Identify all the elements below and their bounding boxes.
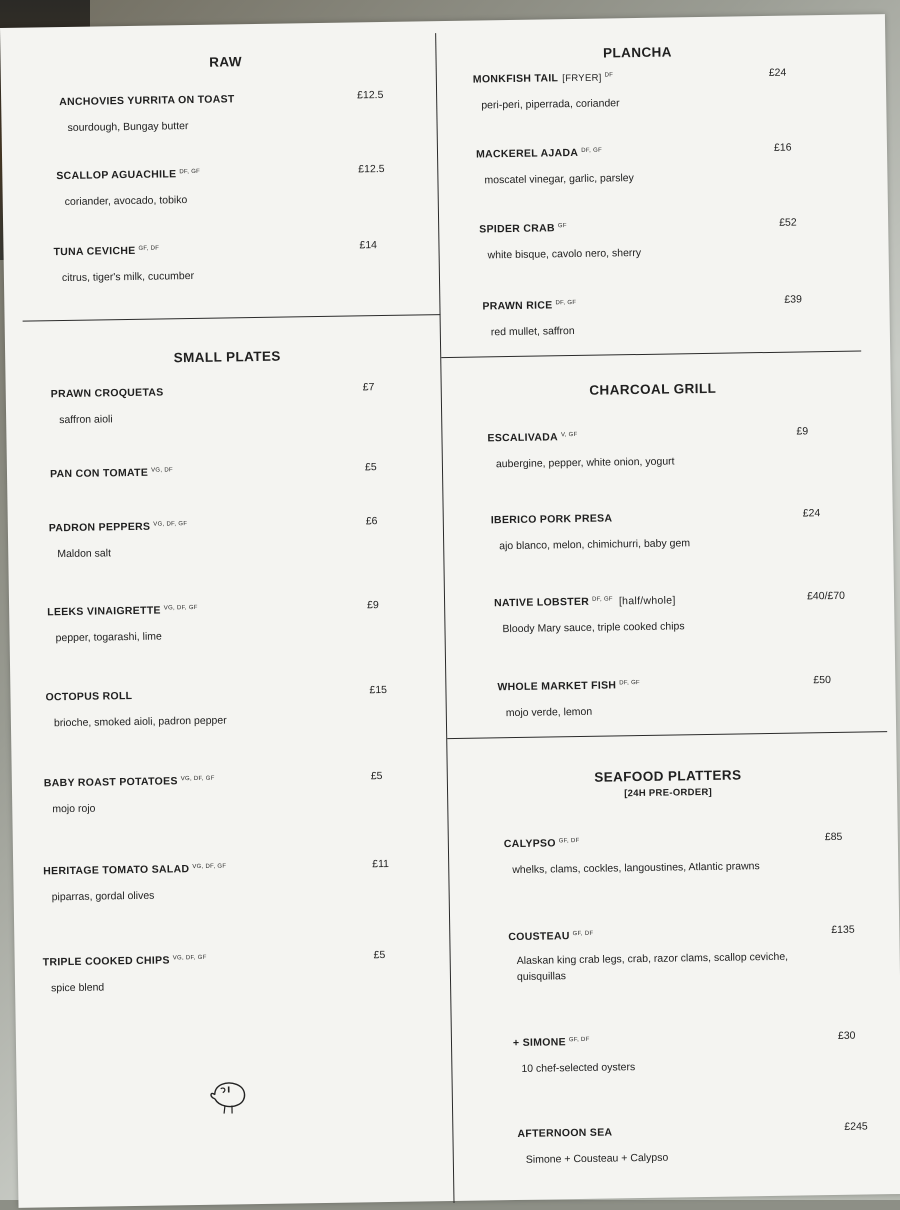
item-description: aubergine, pepper, white onion, yogurt xyxy=(496,453,675,472)
item-price: £14 xyxy=(359,239,377,251)
menu-item xyxy=(504,834,760,878)
item-description: mojo rojo xyxy=(52,799,215,818)
item-name: LEEKS VINAIGRETTE $^{VG, DF, GF}$ xyxy=(47,604,198,618)
section-title-charcoal-grill: CHARCOAL GRILL xyxy=(503,379,803,399)
item-name: IBERICO PORK PRESA xyxy=(491,511,690,526)
item-name: OCTOPUS ROLL xyxy=(45,689,226,704)
item-name: BABY ROAST POTATOES $^{VG, DF, GF}$ xyxy=(44,775,215,790)
menu-item xyxy=(487,429,674,472)
menu-item xyxy=(45,689,226,732)
item-name: PRAWN CROQUETAS xyxy=(51,386,167,400)
item-description: moscatel vinegar, garlic, parsley xyxy=(484,170,634,189)
item-price: £6 xyxy=(366,515,378,527)
menu-item xyxy=(51,386,167,428)
dietary-tags: DF, GF xyxy=(592,596,613,602)
menu-item xyxy=(50,466,173,480)
item-description: spice blend xyxy=(51,978,207,997)
item-name: MONKFISH TAIL [FRYER] $^{DF}$ xyxy=(473,71,619,85)
dietary-tags: VG, DF, GF xyxy=(164,604,198,611)
item-name: WHOLE MARKET FISH $^{DF, GF}$ xyxy=(497,679,640,693)
section-title-small-plates: SMALL PLATES xyxy=(77,347,377,367)
menu-sheet xyxy=(0,14,900,1208)
item-price: £40/£70 xyxy=(807,590,845,603)
column-divider xyxy=(435,33,454,1203)
item-description: pepper, togarashi, lime xyxy=(55,628,198,647)
item-description: ajo blanco, melon, chimichurri, baby gem xyxy=(499,535,690,554)
menu-item xyxy=(43,954,208,997)
item-price: £50 xyxy=(813,674,831,686)
dietary-tags: VG, DF, GF xyxy=(192,863,226,870)
section-title-seafood-platters: SEAFOOD PLATTERS xyxy=(518,766,818,786)
menu-item xyxy=(53,244,194,286)
dietary-tags: GF, DF xyxy=(138,245,159,251)
item-description: citrus, tiger's milk, cucumber xyxy=(62,268,194,286)
item-description: saffron aioli xyxy=(59,410,167,428)
item-name: NATIVE LOBSTER $^{DF, GF}$ [half/whole] xyxy=(494,594,684,609)
item-description: Bloody Mary sauce, triple cooked chips xyxy=(502,618,684,637)
dietary-tags: VG, DF xyxy=(151,467,173,473)
item-description: mojo verde, lemon xyxy=(506,703,641,721)
menu-item xyxy=(49,520,188,562)
item-name: AFTERNOON SEA xyxy=(517,1126,668,1140)
menu-item xyxy=(513,1035,635,1077)
item-description: Simone + Cousteau + Calypso xyxy=(526,1150,669,1169)
menu-item xyxy=(43,863,227,906)
item-price: £11 xyxy=(372,858,389,870)
dietary-tags: VG, DF, GF xyxy=(173,954,207,961)
dietary-tags: DF, GF xyxy=(619,680,640,686)
item-price: £9 xyxy=(796,425,808,437)
item-price: £30 xyxy=(838,1030,856,1042)
menu-item xyxy=(491,511,690,554)
item-price: £85 xyxy=(825,831,843,843)
item-name: TUNA CEVICHE $^{GF, DF}$ xyxy=(53,244,193,258)
dietary-tags: GF, DF xyxy=(559,837,580,843)
item-name: PAN CON TOMATE $^{VG, DF}$ xyxy=(50,466,173,480)
dietary-tags: GF xyxy=(558,223,567,229)
section-title-raw: RAW xyxy=(75,52,375,72)
item-description: whelks, clams, cockles, langoustines, Atlantic prawns xyxy=(512,858,760,878)
divider-raw-small-plates xyxy=(23,314,441,322)
item-price: £9 xyxy=(367,599,379,611)
dietary-tags: GF, DF xyxy=(573,930,594,936)
item-price: £12.5 xyxy=(358,163,384,175)
item-name: ESCALIVADA $^{V, GF}$ xyxy=(487,429,674,444)
item-description: 10 chef-selected oysters xyxy=(521,1059,635,1077)
item-name: SPIDER CRAB $^{GF}$ xyxy=(479,221,641,236)
item-price: £135 xyxy=(831,924,855,936)
dietary-tags: DF, GF xyxy=(179,168,200,174)
dietary-tags: GF, DF xyxy=(569,1036,590,1042)
item-name: PRAWN RICE $^{DF, GF}$ xyxy=(482,299,576,312)
item-price: £24 xyxy=(769,67,787,79)
menu-item xyxy=(494,594,685,637)
item-description: Maldon salt xyxy=(57,544,188,562)
item-price: £52 xyxy=(779,217,797,229)
menu-item xyxy=(473,71,620,114)
item-price: £5 xyxy=(365,461,377,473)
item-price: £7 xyxy=(363,381,375,393)
bird-doodle-icon xyxy=(207,1076,254,1117)
item-description: sourdough, Bungay butter xyxy=(67,117,238,136)
menu-item xyxy=(47,604,198,647)
menu-item xyxy=(476,146,634,189)
section-title-plancha: PLANCHA xyxy=(487,43,787,63)
item-description: red mullet, saffron xyxy=(491,323,577,341)
item-name: TRIPLE COOKED CHIPS $^{VG, DF, GF}$ xyxy=(43,954,207,969)
item-name: HERITAGE TOMATO SALAD $^{VG, DF, GF}$ xyxy=(43,863,226,878)
menu-item xyxy=(59,93,238,136)
item-description: brioche, smoked aioli, padron pepper xyxy=(54,713,227,732)
menu-item xyxy=(517,1126,668,1169)
item-name: + SIMONE $^{GF, DF}$ xyxy=(513,1035,635,1049)
item-price: £5 xyxy=(371,770,383,782)
item-description: peri-peri, piperrada, coriander xyxy=(481,95,620,113)
item-note: [half/whole] xyxy=(619,594,676,607)
dietary-tags: VG, DF, GF xyxy=(181,775,215,782)
dietary-tags: DF, GF xyxy=(555,299,576,305)
item-price: £5 xyxy=(374,949,386,961)
menu-item xyxy=(497,679,640,722)
dietary-tags: VG, DF, GF xyxy=(153,521,187,528)
item-description: white bisque, cavolo nero, sherry xyxy=(488,245,642,264)
item-price: £245 xyxy=(844,1121,868,1133)
item-price: £15 xyxy=(369,684,387,696)
menu-item xyxy=(56,168,200,211)
item-description: coriander, avocado, tobiko xyxy=(65,192,201,210)
item-name: PADRON PEPPERS $^{VG, DF, GF}$ xyxy=(49,520,188,534)
menu-item xyxy=(479,221,641,264)
item-description: piparras, gordal olives xyxy=(52,887,227,906)
pre-order-note: [24H PRE-ORDER] xyxy=(518,785,818,801)
menu-item xyxy=(44,775,215,818)
item-price: £16 xyxy=(774,142,792,154)
item-price: £12.5 xyxy=(357,89,383,101)
item-note: [FRYER] xyxy=(562,73,602,85)
item-name: SCALLOP AGUACHILE $^{DF, GF}$ xyxy=(56,168,200,182)
item-name: MACKEREL AJADA $^{DF, GF}$ xyxy=(476,146,634,160)
divider-plancha-charcoal xyxy=(441,351,861,359)
dietary-tags: DF xyxy=(605,72,614,78)
item-price: £39 xyxy=(784,293,802,305)
divider-charcoal-seafood xyxy=(447,731,887,739)
item-name: COUSTEAU $^{GF, DF}$ xyxy=(508,926,836,943)
item-price: £24 xyxy=(803,507,821,519)
menu-item xyxy=(482,299,577,341)
dietary-tags: DF, GF xyxy=(581,147,602,153)
dietary-tags: V, GF xyxy=(561,431,578,437)
item-description: Alaskan king crab legs, crab, razor clams, scallop ceviche, quisquillas xyxy=(517,949,837,986)
item-name: ANCHOVIES YURRITA ON TOAST xyxy=(59,93,238,108)
menu-item xyxy=(508,926,837,986)
item-name: CALYPSO $^{GF, DF}$ xyxy=(504,834,760,850)
